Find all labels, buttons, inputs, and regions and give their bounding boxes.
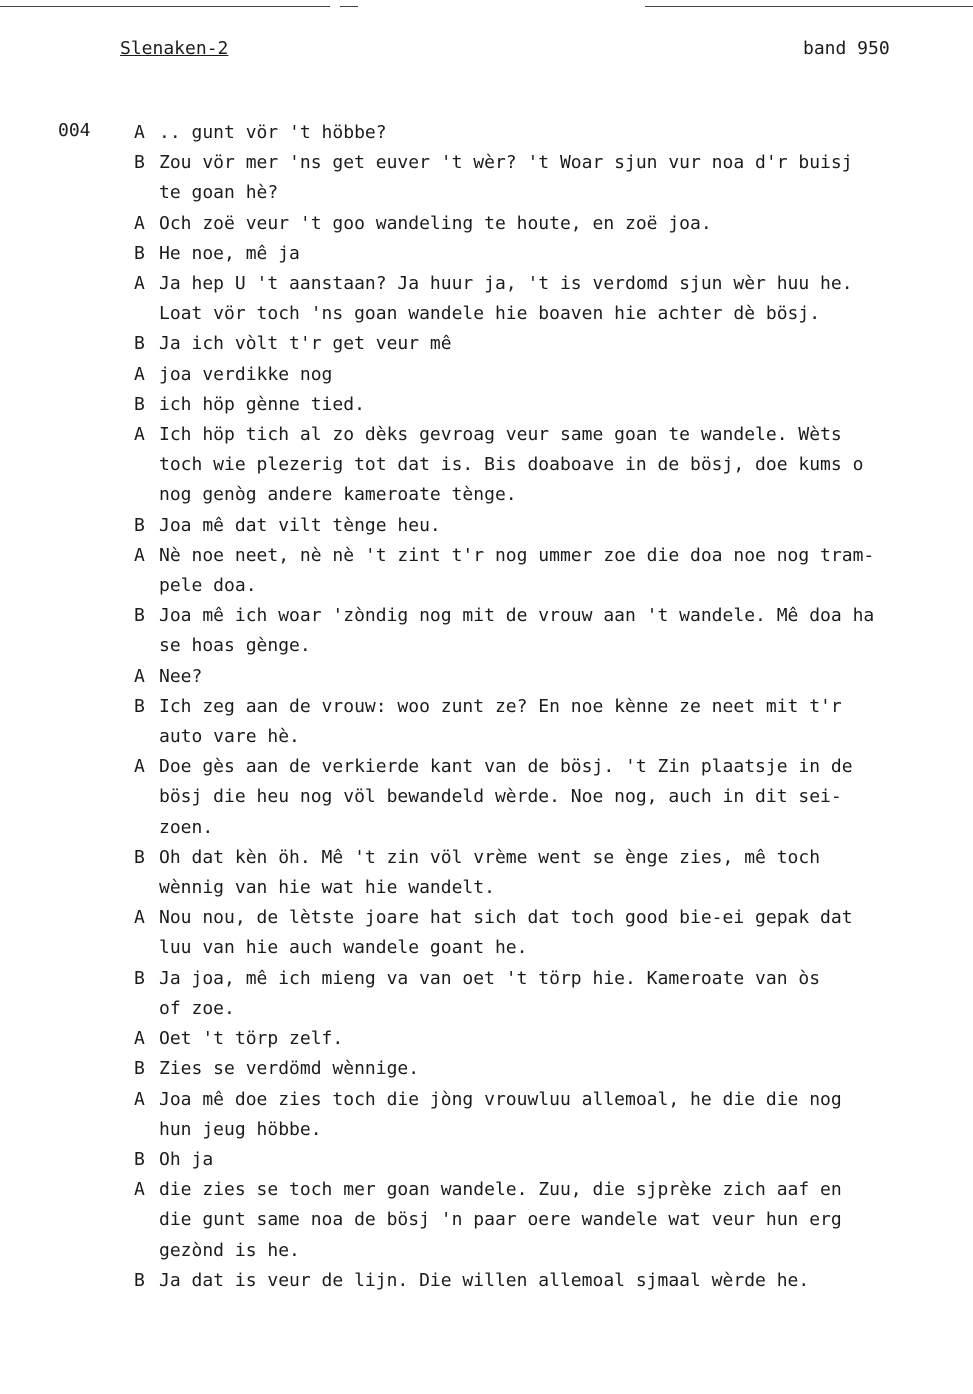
utterance-line: Oet 't törp zelf. [159,1028,344,1050]
utterance [159,752,853,843]
dialogue-turn [134,511,973,541]
utterance [159,541,874,601]
utterance-line: Loat vör toch 'ns goan wandele hie boaven hie achter dè bösj. [159,303,821,325]
utterance [159,1145,213,1175]
dialogue-turn [134,239,973,269]
speaker-label: B [134,967,145,989]
utterance [159,269,853,329]
utterance [159,511,441,541]
utterance-line: wènnig van hie wat hie wandelt. [159,877,495,899]
dialogue-turn [134,1266,973,1296]
speaker-label: A [134,122,145,143]
speaker-label: A [134,363,145,385]
speaker-label: B [134,242,145,264]
utterance-line: Joa mê ich woar 'zòndig nog mit de vrouw aan 't wandele. Mê doa ha [159,605,875,627]
utterance [159,390,365,420]
speaker-label: B [134,605,145,627]
dialogue-turn [134,329,973,359]
dialogue-turn [134,118,973,148]
utterance [159,1054,419,1084]
dialogue-turn [134,148,973,208]
utterance-line: joa verdikke nog [159,363,333,385]
dialogue-turn [134,1054,973,1084]
utterance-line: Oh ja [159,1148,214,1170]
utterance [159,964,820,1024]
utterance [159,118,387,148]
utterance [159,1175,842,1266]
utterance-line: Joa mê dat vilt tènge heu. [159,514,441,536]
utterance [159,1266,809,1296]
dialogue-turn [134,1024,973,1054]
utterance-line: Zies se verdömd wènnige. [159,1058,420,1080]
top-rule [0,6,330,7]
utterance-line: auto vare hè. [159,726,300,748]
utterance-line: Ja dat is veur de lijn. Die willen allemoal sjmaal wèrde he. [159,1269,810,1291]
utterance-line: pele doa. [159,575,257,597]
dialogue-turn [134,269,973,329]
utterance-line: Nè noe neet, nè nè 't zint t'r nog ummer zoe die doa noe nog tram- [159,544,875,566]
utterance [159,1024,343,1054]
utterance-line: die zies se toch mer goan wandele. Zuu, die sjprèke zich aaf en [159,1179,842,1201]
top-rule-short [340,6,358,7]
utterance-line: die gunt same noa de bösj 'n paar oere wandele wat veur hun erg [159,1209,842,1231]
speaker-label: B [134,695,145,717]
speaker-label: A [134,1028,145,1050]
speaker-label: B [134,393,145,415]
dialogue-turn [134,692,973,752]
utterance-line: bösj die heu nog völ bewandeld wèrde. Noe nog, auch in dit sei- [159,786,842,808]
speaker-label: B [134,1269,145,1291]
utterance-line: Zou vör mer 'ns get euver 't wèr? 't Woar sjun vur noa d'r buisj [159,152,853,174]
speaker-label: B [134,1058,145,1080]
dialogue-turn [134,964,973,1024]
dialogue-turn [134,1085,973,1145]
speaker-label: A [134,907,145,929]
utterance-line: Ja hep U 't aanstaan? Ja huur ja, 't is verdomd sjun wèr huu he. [159,273,853,295]
speaker-label: B [134,152,145,174]
utterance-line: nog genòg andere kameroate tènge. [159,484,517,506]
dialogue-turn [134,360,973,390]
document-title: Slenaken-2 [120,38,229,59]
utterance-line: Nou nou, de lètste joare hat sich dat toch good bie-ei gepak dat [159,907,853,929]
dialogue-turn [134,1145,973,1175]
utterance-line: Nee? [159,665,203,687]
dialogue-turn [134,662,973,692]
utterance [159,420,863,511]
utterance-line: hun jeug höbbe. [159,1118,322,1140]
utterance-line: Ich zeg aan de vrouw: woo zunt ze? En noe kènne ze neet mit t'r [159,695,842,717]
speaker-label: A [134,665,145,687]
utterance-line: Ja ich vòlt t'r get veur mê [159,333,452,355]
utterance-line: gezònd is he. [159,1239,300,1261]
utterance-line: toch wie plezerig tot dat is. Bis doaboave in de bösj, doe kums o [159,454,864,476]
dialogue-turn [134,843,973,903]
utterance-line: Och zoë veur 't goo wandeling te houte, en zoë joa. [159,212,712,234]
utterance-line: He noe, mê ja [159,242,300,264]
utterance [159,329,452,359]
speaker-label: B [134,333,145,355]
utterance [159,692,842,752]
utterance-line: zoen. [159,816,214,838]
utterance [159,360,332,390]
speaker-label: A [134,424,145,446]
utterance-line: Ja joa, mê ich mieng va van oet 't törp hie. Kameroate van òs [159,967,821,989]
dialogue-turn [134,752,973,843]
dialogue-turn [134,541,973,601]
dialogue-turn [134,1175,973,1266]
utterance [159,239,300,269]
speaker-label: A [134,1088,145,1110]
speaker-label: A [134,1179,145,1201]
utterance-line: Oh dat kèn öh. Mê 't zin völ vrème went se ènge zies, mê toch [159,846,821,868]
utterance-line: te goan hè? [159,182,279,204]
utterance-line: Ich höp tich al zo dèks gevroag veur same goan te wandele. Wèts [159,424,842,446]
utterance [159,903,853,963]
speaker-label: A [134,212,145,234]
speaker-label: B [134,846,145,868]
utterance [159,209,712,239]
utterance-line: Joa mê doe zies toch die jòng vrouwluu allemoal, he die die nog [159,1088,842,1110]
utterance [159,148,853,208]
utterance [159,843,820,903]
tape-number: band 950 [803,38,890,59]
speaker-label: B [134,1148,145,1170]
transcript [134,118,973,1296]
dialogue-turn [134,903,973,963]
utterance [159,1085,842,1145]
dialogue-turn [134,390,973,420]
line-number: 004 [58,120,91,141]
utterance-line: of zoe. [159,997,235,1019]
utterance-line: se hoas gènge. [159,635,311,657]
speaker-label: B [134,514,145,536]
top-rule-right [645,6,973,7]
utterance-line: luu van hie auch wandele goant he. [159,937,528,959]
speaker-label: A [134,273,145,295]
speaker-label: A [134,756,145,778]
utterance-line: .. gunt vör 't höbbe? [159,122,387,143]
dialogue-turn [134,209,973,239]
utterance [159,662,202,692]
dialogue-turn [134,601,973,661]
speaker-label: A [134,544,145,566]
dialogue-turn [134,420,973,511]
utterance [159,601,874,661]
utterance-line: ich höp gènne tied. [159,393,365,415]
utterance-line: Doe gès aan de verkierde kant van de bösj. 't Zin plaatsje in de [159,756,853,778]
